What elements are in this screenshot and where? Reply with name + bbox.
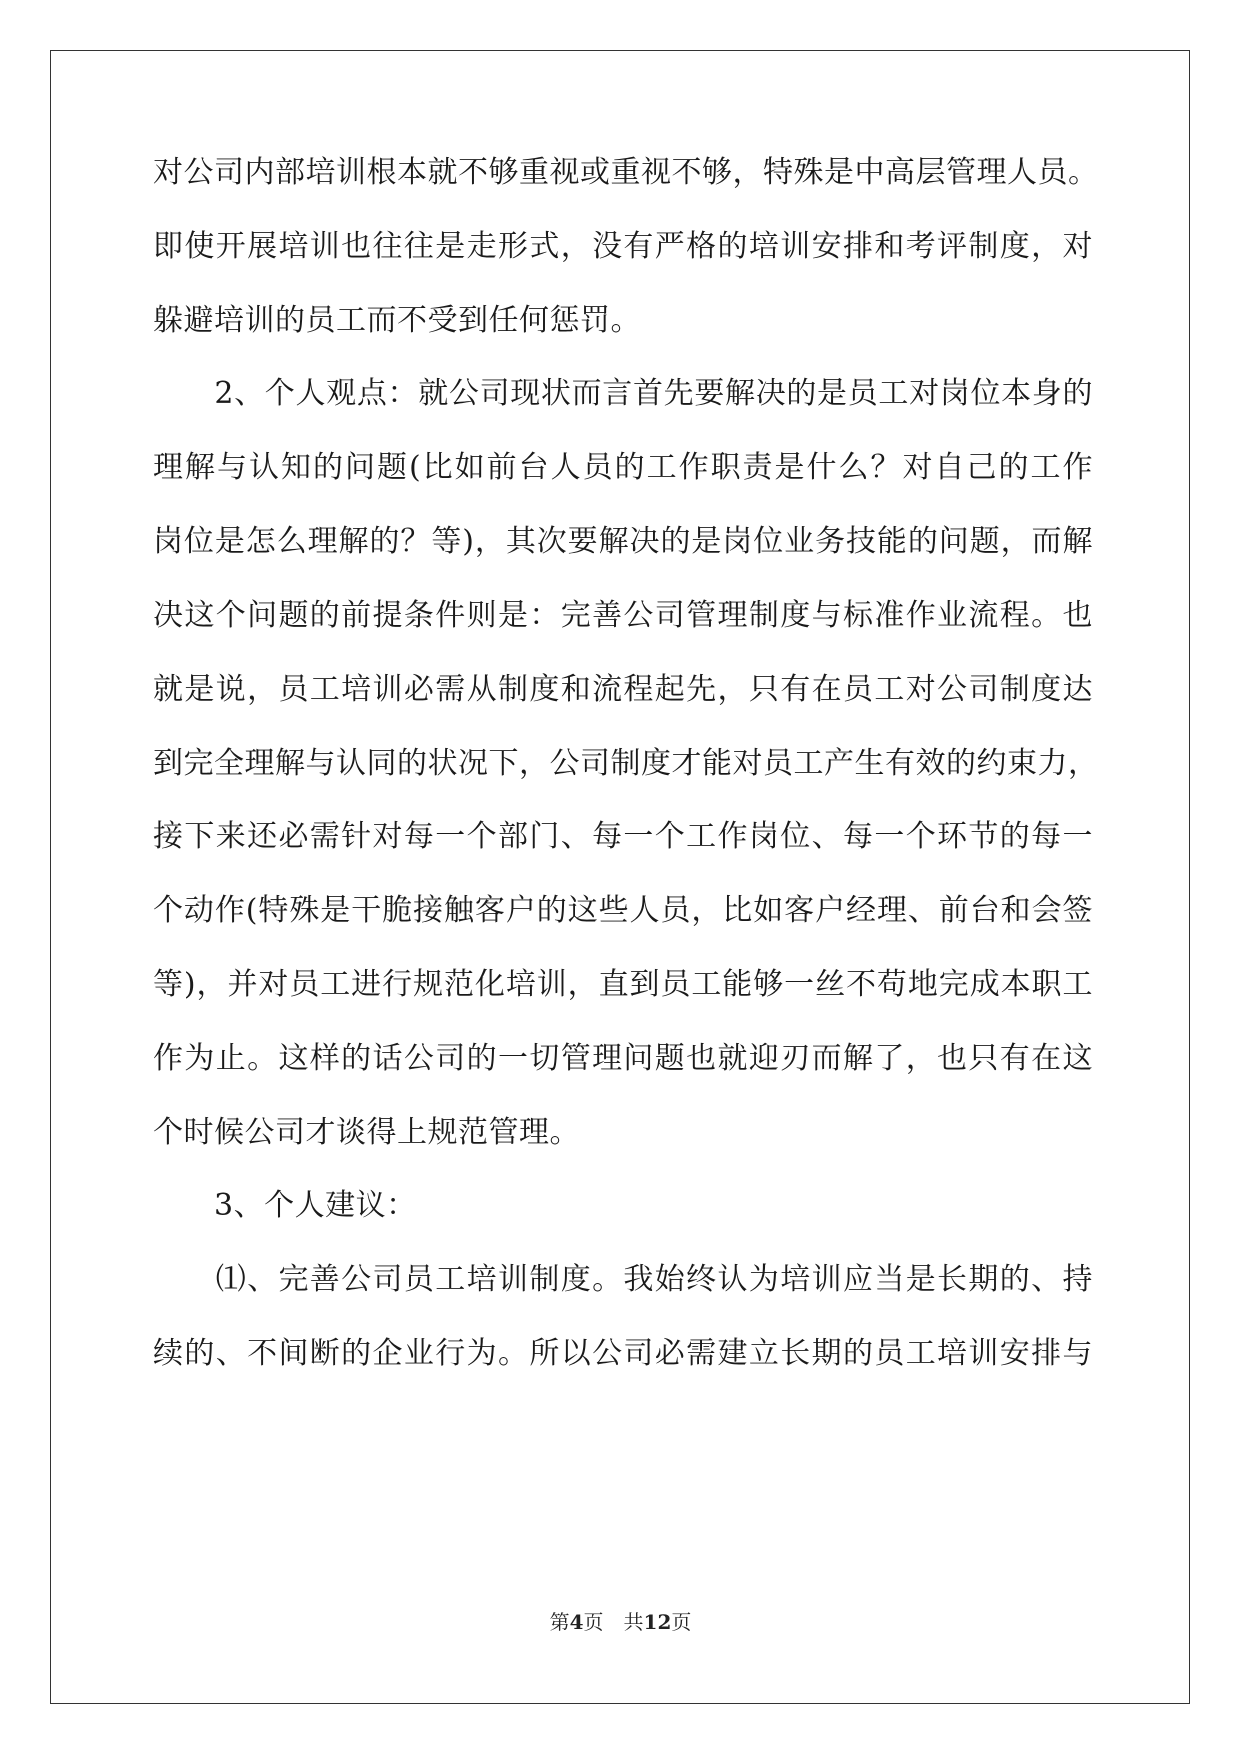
- text-line: 躲避培训的员工而不受到任何惩罚。: [153, 303, 641, 338]
- text-line: 接下来还必需针对每一个部门、每一个工作岗位、每一个环节的每一: [153, 819, 1093, 854]
- text-line: 决这个问题的前提条件则是：完善公司管理制度与标准作业流程。也: [153, 598, 1093, 633]
- text-line: 对公司内部培训根本就不够重视或重视不够，特殊是中高层管理人员。: [153, 155, 1099, 190]
- total-page-count: 12: [643, 1610, 672, 1634]
- text-line: 等)，并对员工进行规范化培训，直到员工能够一丝不苟地完成本职工: [153, 967, 1093, 1002]
- text-line: 理解与认知的问题(比如前台人员的工作职责是什么？对自己的工作: [153, 450, 1093, 485]
- text-line: 2、个人观点：就公司现状而言首先要解决的是员工对岗位本身的: [153, 376, 1093, 411]
- text-line: 个时候公司才谈得上规范管理。: [153, 1115, 580, 1150]
- text-line: 就是说，员工培训必需从制度和流程起先，只有在员工对公司制度达: [153, 672, 1093, 707]
- text-line: 续的、不间断的企业行为。所以公司必需建立长期的员工培训安排与: [153, 1336, 1093, 1371]
- text-line: 3、个人建议：: [153, 1188, 417, 1223]
- text-line: 个动作(特殊是干脆接触客户的这些人员，比如客户经理、前台和会签: [153, 893, 1094, 928]
- text-line: 岗位是怎么理解的？等)，其次要解决的是岗位业务技能的问题，而解: [153, 524, 1093, 559]
- page-border: [50, 50, 1190, 1704]
- footer-prefix: 第: [549, 1610, 570, 1634]
- current-page-number: 4: [569, 1610, 584, 1634]
- footer-page-suffix: 页: [583, 1610, 604, 1634]
- text-line: 到完全理解与认同的状况下，公司制度才能对员工产生有效的约束力，: [153, 746, 1099, 781]
- footer-total-suffix: 页: [671, 1610, 692, 1634]
- text-line: 作为止。这样的话公司的一切管理问题也就迎刃而解了，也只有在这: [153, 1041, 1093, 1076]
- footer-total-prefix: 共: [623, 1610, 644, 1634]
- text-line: ⑴、完善公司员工培训制度。我始终认为培训应当是长期的、持: [153, 1262, 1093, 1297]
- text-line: 即使开展培训也往往是走形式，没有严格的培训安排和考评制度，对: [153, 229, 1093, 264]
- page-footer: [0, 1610, 1241, 1634]
